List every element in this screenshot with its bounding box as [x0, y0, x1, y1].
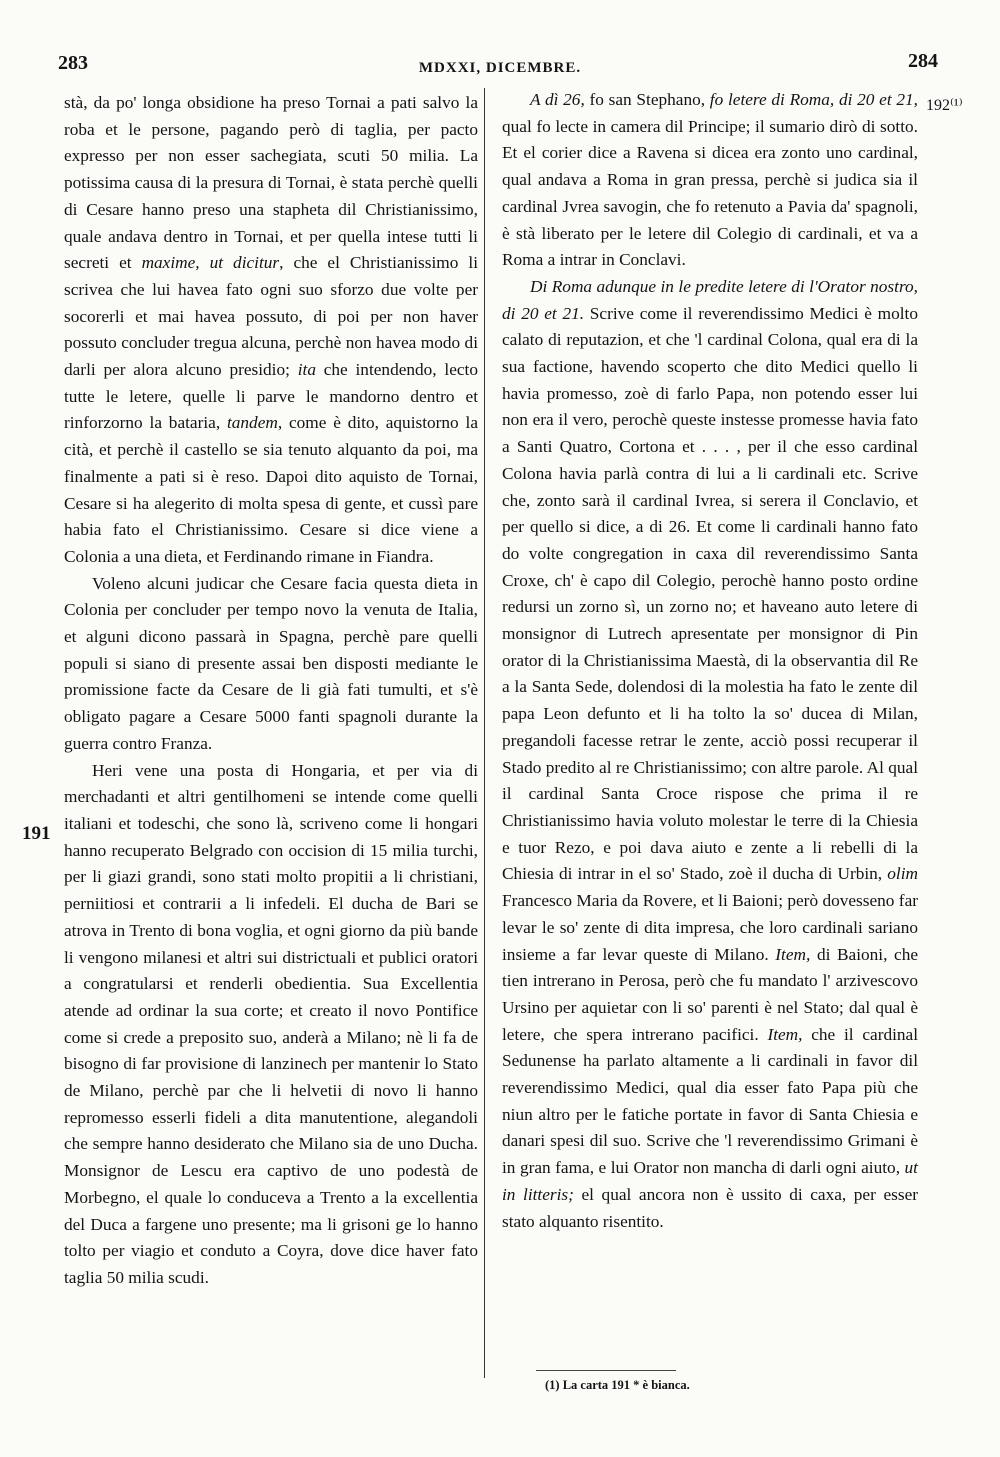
footnote-divider: [536, 1370, 676, 1371]
paragraph: Di Roma adunque in le predite letere di l'Orator nostro, di 20 et 21. Scrive come il reverendissimo Medici è molto calato di reputazion, et che 'l cardinal Colona, qual era di la sua factione, havendo scoperto che dito Medici quello li havia promesso, zoè di farlo Papa, non potendo esser lui non era il vero, perochè queste instesse promesse havia fato a Santi Quatro, Cortona et . . . , per il che esso cardinal Colona havia parlà contra di lui a li cardinali etc. Scrive che, zonto sarà il cardinal Ivrea, si serera il Conclavio, et per quello si dice, a di 26. Et come li cardinali hanno fato do volte congregation in caxa dil reverendissimo Santa Croxe, ch' è capo dil Colegio, perochè hanno posto ordine redursi un zorno sì, un zorno no; et haveano auto letere di monsignor di Lutrech apresentate per monsignor di Pin orator di la Christianissima Maestà, di la observantia dil Re a la Santa Sede, dolendosi di la molestia ha fato le zente dil papa Leon defunto et li ha tolto la so' ducea di Milan, pregandoli facesse retrar le zente, acciò possi recuperar il Stado predito al re Christianissimo; con altre parole. Al qual il cardinal Santa Croce rispose che prima il re Christianissimo havia voluto molestar le terre di la Chiesia e tuor Rezo, e poi dava aiuto e zente a li rebelli di la Chiesia di intrar in el so' Stado, zoè il ducha di Urbin, olim Francesco Maria da Rovere, et li Baioni; però dovesseno far levar le so' zente di dita impresa, che loro cardinali sariano insieme a far levar queste di Milano. Item, di Baioni, che tien intrerano in Perosa, però che fu mandato l' arzivescovo Ursino per aquietar con li so' parenti è nel Stato; dal qual è letere, che spera intrerano pacifici. Item, che il cardinal Sedunense ha parlato altamente a li cardinali in favor dil reverendissimo Medici, qual dia esser fato Papa più che niun altro per le fatiche portate in favor di Santa Chiesia e danari spesi dil suo. Scrive che 'l reverendissimo Grimani è in gran fama, e lui Orator non mancha di darli ogni aiuto, ut in litteris; el qual ancora non è ussito di caxa, per esser stato alquanto risentito.: [502, 276, 918, 1231]
paragraph: Voleno alcuni judicar che Cesare facia questa dieta in Colonia per concluder per tempo novo la venuta de Italia, et alguni dicono passarà in Spagna, perchè pare quelli populi si siano di presente assai ben disposti mediante le promissione facte da Cesare de li già fati tumulti, et s'è obligato pagare a Cesare 5000 fanti spagnoli durante la guerra contro Franza.: [64, 573, 478, 753]
page-number-left: 283: [58, 52, 88, 74]
paragraph: stà, da po' longa obsidione ha preso Tornai a pati salvo la roba et le persone, pagando però di taglia, per pacto expresso per non esser sachegiata, scuti 50 milia. La potissima causa di la presura di Tornai, è stata perchè quelli di Cesare hanno preso una stapheta dil Christianissimo, quale andava dentro in Tornai, et per quella intese tutti li secreti et maxime, ut dicitur, che el Christianissimo li scrivea che lui havea fato ogni suo sforzo due volte per socorerli et mai havea possuto, di poi per non haver possuto concluder tregua alcuna, perchè non havea modo di darli per alora alcuno presidio; ita che intendendo, lecto tutte le letere, quelle li parve le mandorno dentro et rinforzorno la bataria, tandem, come è dito, aquistorno la cità, et perchè il castello se sia tenuto alquanto da poi, ma finalmente a pati si è reso. Dapoi dito aquisto de Tornai, Cesare si ha alegerito di molta spesa di gente, et cussì pare habia fato el Christianissimo. Cesare si dice viene a Colonia a una dieta, et Ferdinando rimane in Fiandra.: [64, 93, 478, 566]
right-text-column: [502, 87, 918, 1235]
marginal-folio-number: 191: [22, 823, 51, 844]
paragraph: Heri vene una posta di Hongaria, et per via di merchadanti et altri gentilhomeni se intende come quelli italiani et todeschi, che sono là, scriveno come li hongari hanno recuperato Belgrado con occision di 15 milia turchi, per li giazi grandi, sono stati molto propitii a li christiani, perniitiosi et contrarii a li infedeli. El ducha de Bari se atrova in Trento di bona voglia, et ogni giorno da più bande li vengono milanesi et altri sui districtuali et publici oratori a congratularsi et renderli obedientia. Sua Excellentia atende ad ordinar la sua corte; et creato il novo Pontifice come si crede a preposito suo, anderà a Milano; nè li fa de bisogno di far provisione di lanzinech per mantenir lo Stato de Milano, perchè par che li helvetii di novo li hanno repromesso esserli fideli a dita manutentione, alegandoli che sempre hanno desiderato che Milano sia de uno Ducha. Monsignor de Lescu era captivo de uno podestà de Morbegno, el quale lo conduceva a Trento a la excellentia del Duca a fargene uno presente; ma li grisoni ge lo hanno tolto per viagio et conduto a Coyra, dove dice haver fato taglia 50 milia scudi.: [64, 760, 478, 1287]
left-text-column: [64, 90, 478, 1292]
marginal-folio-number-right: 192⁽¹⁾: [926, 97, 963, 114]
running-title: MDXXI, DICEMBRE.: [418, 60, 582, 76]
footnote: (1) La carta 191 * è bianca.: [545, 1378, 690, 1392]
paragraph: A dì 26, fo san Stephano, fo letere di Roma, di 20 et 21, qual fo lecte in camera dil Principe; il sumario dirò di sotto. Et el corier dice a Ravena si dicea era zonto uno cardinal, qual andava a Roma in gran pressa, perchè si judica sia il cardinal Jvrea savogin, che fo retenuto a Pavia da' spagnoli, è stà liberato per le letere dil Colegio di cardinali, et va a Roma a intrar in Conclavi.: [502, 90, 918, 270]
column-divider: [484, 88, 485, 1378]
page-number-right: 284: [908, 50, 938, 72]
